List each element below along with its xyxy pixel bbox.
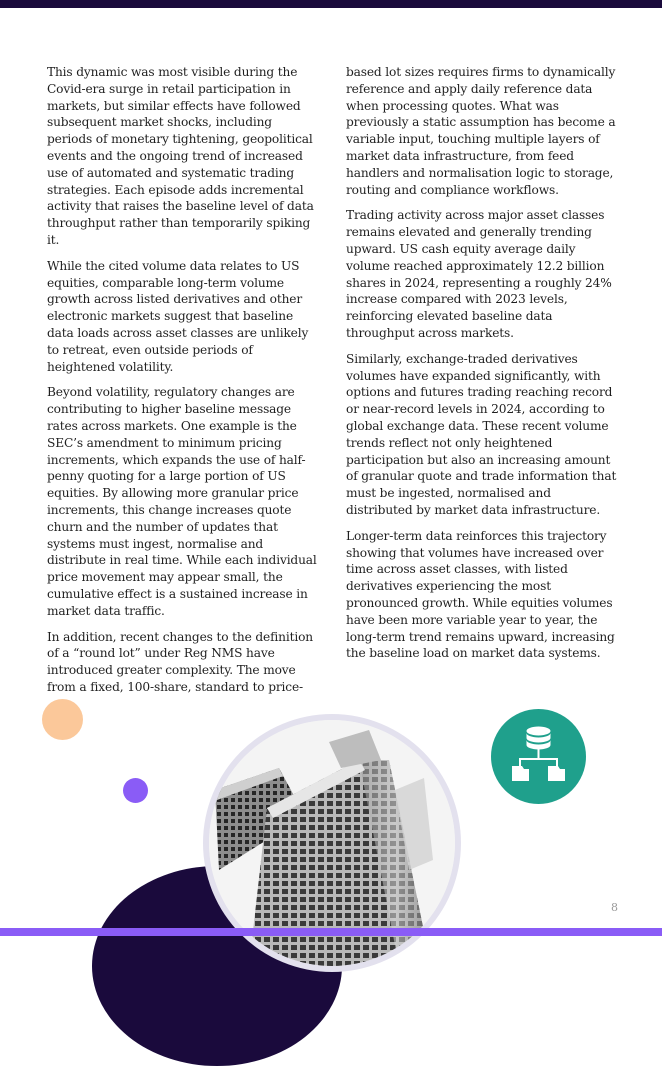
left-text-column — [47, 64, 319, 705]
purple-dot-decoration — [123, 778, 148, 803]
paragraph: While the cited volume data relates to US equities, comparable long-term volume growth across listed derivatives and other electronic markets suggest that baseline data loads across asset classes are unlikely to retreat, even outside periods of heightened volatility. — [47, 258, 309, 374]
data-network-badge — [491, 709, 586, 804]
paragraph: Beyond volatility, regulatory changes are contributing to higher baseline message rates across markets. One example is the SEC’s amendment to minimum pricing increments, which expands the use of half-penny quoting for a large portion of US equities. By allowing more granular price increments, this change increases quote churn and the number of updates that systems must ingest, normalise and distribute in real time. While each individual price movement may appear small, the cumulative effect is a sustained increase in market data traffic. — [47, 385, 317, 618]
peach-circle-decoration — [42, 699, 83, 740]
paragraph: In addition, recent changes to the definition of a “round lot” under Reg NMS have introduced greater complexity. The move from a fixed, 100-share, standard to price- — [47, 629, 314, 694]
top-accent-bar — [0, 0, 662, 8]
paragraph: This dynamic was most visible during the Covid-era surge in retail participation in markets, but similar effects have followed subsequent market shocks, including periods of monetary tightening, geopolitical events and the ongoing trend of increased use of automated and systematic trading strategies. Each episode adds incremental activity that raises the baseline level of data throughput rather than temporarily spiking it. — [47, 65, 314, 247]
bottom-accent-bar — [0, 928, 662, 936]
paragraph: Similarly, exchange-traded derivatives volumes have expanded significantly, with options and futures trading reaching record or near-record levels in 2024, according to global exchange data. These recent volume trends reflect not only heightened participation but also an increasing amount of granular quote and trade information that must be ingested, normalised and distributed by market data infrastructure. — [346, 351, 617, 517]
paragraph: Trading activity across major asset classes remains elevated and generally trending upward. US cash equity average daily volume reached approximately 12.2 billion shares in 2024, representing a roughly 24% increase compared with 2023 levels, reinforcing elevated baseline data throughput across markets. — [346, 208, 612, 340]
right-text-column — [346, 64, 618, 671]
paragraph: Longer-term data reinforces this trajectory showing that volumes have increased over time across asset classes, with listed derivatives experiencing the most pronounced growth. While equities volumes have been more variable year to year, the long-term trend remains upward, increasing the baseline load on market data systems. — [346, 528, 615, 661]
page-number: 8 — [611, 901, 618, 914]
paragraph: based lot sizes requires firms to dynamically reference and apply daily reference data when processing quotes. What was previously a static assumption has become a variable input, touching multiple layers of market data infrastructure, from feed handlers and normalisation logic to storage, routing and compliance workflows. — [346, 65, 616, 197]
database-network-icon — [491, 709, 586, 804]
